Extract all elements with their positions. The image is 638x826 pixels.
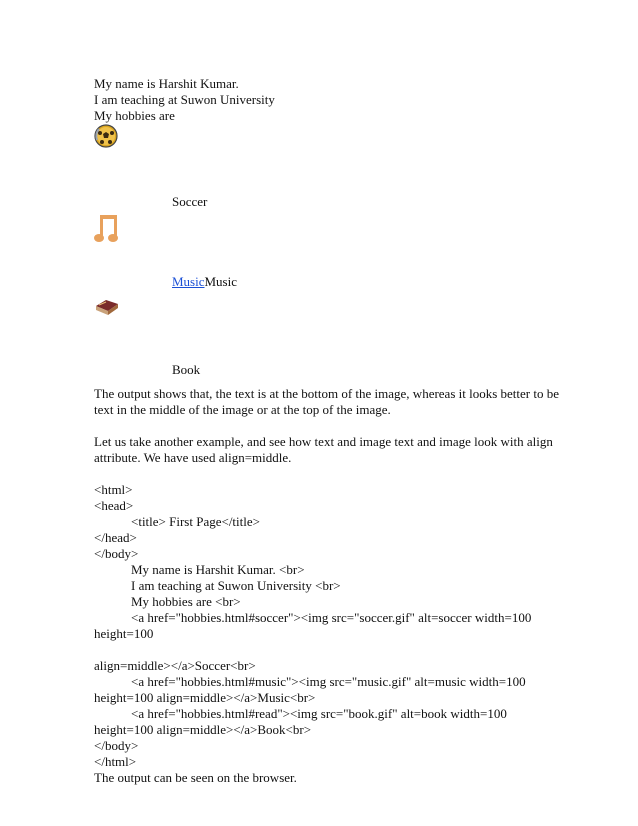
book-row [94, 288, 564, 386]
code-line: height=100 align=middle></a>Book<br> [94, 722, 312, 737]
code-line: I am teaching at Suwon University <br> [131, 578, 341, 593]
soccer-label: Soccer [172, 194, 208, 209]
intro-name-line: My name is Harshit Kumar. [94, 76, 239, 91]
document-page [94, 76, 564, 786]
music-note-icon[interactable] [94, 212, 120, 244]
output-explanation-line-1: The output shows that, the text is at the bottom of the image, whereas it looks better to be [94, 386, 560, 401]
code-line: My name is Harshit Kumar. <br> [131, 562, 305, 577]
code-line: <a href="hobbies.html#music"><img src="music.gif" alt=music width=100 [131, 674, 526, 689]
code-listing [94, 482, 564, 770]
code-line: <title> First Page</title> [131, 514, 260, 529]
example-intro-line-2: attribute. We have used align=middle. [94, 450, 292, 465]
code-line: align=middle></a>Soccer<br> [94, 658, 256, 673]
intro-hobbies-line: My hobbies are [94, 108, 175, 123]
music-label: Music [204, 274, 237, 289]
intro-university-line: I am teaching at Suwon University [94, 92, 275, 107]
code-line: height=100 align=middle></a>Music<br> [94, 690, 316, 705]
code-line: </head> [94, 530, 137, 545]
output-explanation-line-2: text in the middle of the image or at the top of the image. [94, 402, 391, 417]
code-line: height=100 [94, 626, 154, 641]
book-icon[interactable] [94, 296, 120, 318]
book-label: Book [172, 362, 201, 377]
code-line: </html> [94, 754, 137, 769]
code-line: <a href="hobbies.html#read"><img src="book.gif" alt=book width=100 [131, 706, 507, 721]
code-line: My hobbies are <br> [131, 594, 241, 609]
music-link[interactable]: Music [172, 274, 205, 289]
closing-line: The output can be seen on the browser. [94, 770, 297, 785]
code-line: <html> [94, 482, 133, 497]
code-line: </body> [94, 738, 139, 753]
soccer-row [94, 124, 564, 209]
code-line: </body> [94, 546, 139, 561]
example-intro-line-1: Let us take another example, and see how text and image text and image look with align [94, 434, 553, 449]
music-row [94, 206, 564, 288]
soccer-ball-icon[interactable] [94, 124, 118, 148]
code-line: <a href="hobbies.html#soccer"><img src="soccer.gif" alt=soccer width=100 [131, 610, 532, 625]
code-line: <head> [94, 498, 134, 513]
